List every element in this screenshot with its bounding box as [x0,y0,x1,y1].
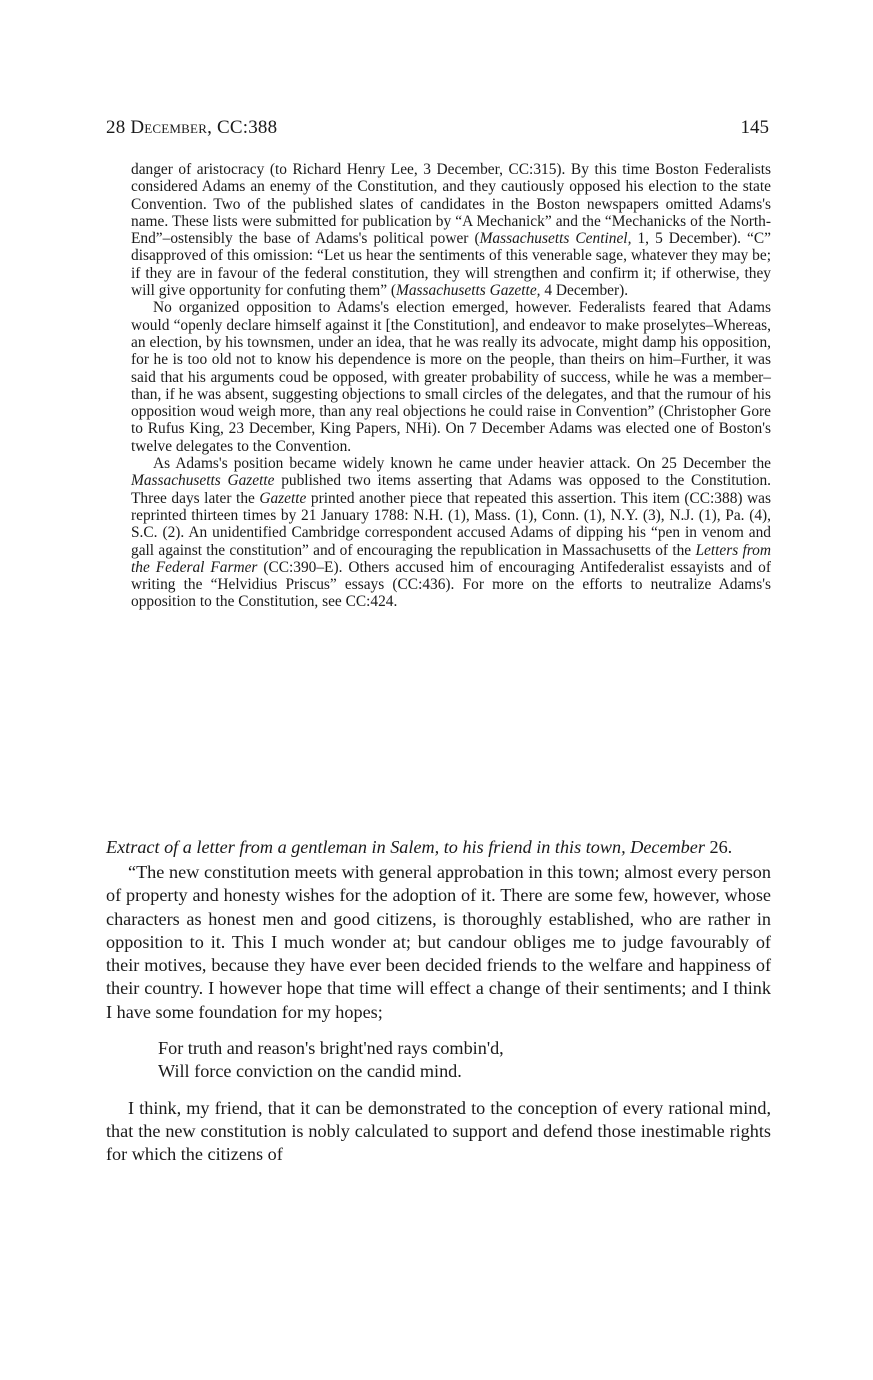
page-number: 145 [740,117,769,138]
document-title: Extract of a letter from a gentleman in Salem, to his friend in this town, December 26. [106,837,733,857]
running-head-title: 28 December, CC:388 [106,117,278,138]
document-paragraph-2: I think, my friend, that it can be demonstrated to the conception of every rational mind, that the new constitution is nobly calculated to support and defend those inestimable rights for which the citizens of [106,1097,771,1165]
running-head [106,116,769,140]
headnote-paragraph-2: No organized opposition to Adams's election emerged, however. Federalists feared that Adams would “openly declare himself against it [the Constitution], and endeavor to make proselytes–Whereas, an election, by his townsmen, under an idea, that he was really its advocate, might damp his opposition, for he is too old not to know his dependence is more on the people, than theirs on him–Further, it was said that his arguments coud be opposed, with greater probability of success, while he was a member–than, if he was absent, suggesting objections to small circles of the delegates, and that the rumour of his opposition woud weigh more, than any real objections he could raise in Convention” (Christopher Gore to Rufus King, 23 December, King Papers, NHi). On 7 December Adams was elected one of Boston's twelve delegates to the Convention. [131,299,771,455]
verse-line-2: Will force conviction on the candid mind. [158,1061,462,1082]
verse-line-1: For truth and reason's bright'ned rays combin'd, [158,1038,504,1059]
verse-couplet [158,1037,771,1084]
document-paragraph-1: “The new constitution meets with general approbation in this town; almost every person of property and honesty wishes for the adoption of it. There are some few, however, whose characters as honest men and good citizens, is thoroughly established, who are rather in opposition to it. This I much wonder at; but candour obliges me to judge favourably of their motives, because they have ever been decided friends to the welfare and happiness of their country. I however hope that time will effect a change of their sentiments; and I think I have some foundation for my hopes; [106,862,771,1022]
document-body [106,861,771,1167]
headnote-paragraph-1: danger of aristocracy (to Richard Henry Lee, 3 December, CC:315). By this time Boston Federalists considered Adams an enemy of the Constitution, and they cautiously opposed his election to the state Convention. Two of the published slates of candidates in the Boston newspapers omitted Adams's name. These lists were submitted for publication by “A Mechanick” and the “Mechanicks of the North-End”–ostensibly the base of Adams's political power (Massachusetts Centinel, 1, 5 December). “C” disapproved of this omission: “Let us hear the sentiments of this venerable sage, whatever they may be; if they are in favour of the federal constitution, they will strengthen and confirm it; if otherwise, they will give opportunity for confuting them” (Massachusetts Gazette, 4 December). [131,161,771,300]
editorial-headnote [131,161,771,611]
headnote-paragraph-3: As Adams's position became widely known he came under heavier attack. On 25 December the Massachusetts Gazette published two items asserting that Adams was opposed to the Constitution. Three days later the Gazette printed another piece that repeated this assertion. This item (CC:388) was reprinted thirteen times by 21 January 1788: N.H. (1), Mass. (1), Conn. (1), N.Y. (3), N.J. (1), Pa. (4), S.C. (2). An unidentified Cambridge correspondent accused Adams of dipping his “pen in venom and gall against the constitution” and of encouraging the republication in Massachusetts of the Letters from the Federal Farmer (CC:390–E). Others accused him of encouraging Antifederalist essayists and of writing the “Helvidius Priscus” essays (CC:436). For more on the efforts to neutralize Adams's opposition to the Constitution, see CC:424. [131,455,772,611]
